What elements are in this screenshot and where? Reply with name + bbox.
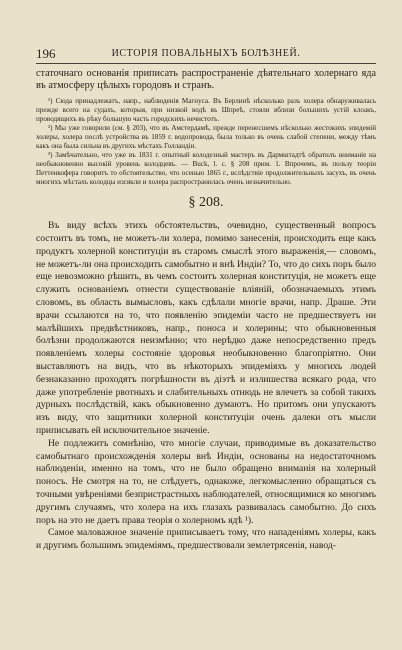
footnote: ¹) Сюда принадлежатъ, напр., наблюденія Магнуса. Въ Берлинѣ нѣсколько разъ холера обнаруживалась прежде всего на судахъ, которыя, при низкой водѣ въ Шпреѣ, стояли вблизи большихъ устій клоакъ, проводящихъ въ рѣку большую часть городскихъ нечистотъ. [36,97,376,124]
page-body [36,68,376,553]
running-title: ИСТОРІЯ ПОВАЛЬНЫХЪ БОЛѢЗНЕЙ. [111,48,301,59]
body-paragraph: Въ виду всѣхъ этихъ обстоятельствъ, очевидно, существенный вопросъ состоитъ въ томъ, не можетъ-ли холера, помимо занесенія, происходить еще какъ продуктъ холерной конституціи въ старомъ смыслѣ этого выраженія,— словомъ, не можетъ-ли она происходить самобытно и внѣ Индіи? То, что до сихъ поръ было еще невозможно рѣшить, въ чемъ состоитъ холерная конституція, не можетъ еще служить основаніемъ отнести существованіе вліяній, обозначаемыхъ этимъ словомъ, въ область вымысловъ, какъ сдѣлали многіе врачи, напр. Драше. Эти врачи ссылаются на то, что появленію эпидеміи часто не предшествуетъ ни малѣйшихъ предвѣстниковъ, напр., поноса и холерины; что обыкновенныя болѣзни продолжаются неизмѣнно; что нерѣдко даже непосредственно предъ появленіемъ холеры состояніе здоровья необыкновенно благопріятно. Они выставляютъ на видъ, что въ нѣкоторыхъ эпидеміяхъ у многихъ людей безнаказанно проходятъ погрѣшности въ діэтѣ и излишества всякаго рода, что даже употребленіе рвотныхъ и слабительныхъ отнюдь не влечетъ за собой такихъ дурныхъ послѣдствій, какъ обыкновенно думаютъ. Но притомъ они упускаютъ изъ виду, что защитники холерной конституціи очень далеки отъ мысли приписывать ей исключительное значеніе. [36,220,376,436]
footnote: ³) Замѣчательно, что уже въ 1831 г. опытный колодезный мастеръ въ Дармштадтѣ обратилъ вниманіе на необыкновенно высокій уровень колодцевъ. — Buсk, l. c. § 208 прим. 1. Впрочемъ, въ пользу теоріи Петтенкофера говоритъ то обстоятельство, что осенью 1865 г., вслѣдствіе продолжительныхъ засухъ, въ очень многихъ мѣстахъ колодцы изсякли и холера распространилась очень незначительно. [36,151,376,187]
continued-paragraph: статочнаго основанія приписать распространеніе дѣятельнаго холернаго яда въ атмосферу цѣлыхъ городовъ и странъ. [36,68,376,92]
page-number: 196 [36,46,56,61]
section-heading: § 208. [188,195,224,211]
footnote: ²) Мы уже говорили (см. § 203), что въ Амстердамѣ, прежде перенесшемъ нѣсколько жестокихъ эпидемій холеры, холера послѣ устройства въ 1859 г. водопровода, была только въ очень слабой степени, между тѣмъ какъ она была сильна въ другихъ мѣстахъ Голландіи. [36,124,376,151]
footnotes [36,97,376,187]
page-header [36,46,376,64]
body-paragraph: Не подлежитъ сомнѣнію, что многіе случаи, приводимые въ доказательство самобытнаго происхожденія холеры внѣ Индіи, основаны на недостаточномъ наблюденіи, именно на томъ, что не было обращено вниманія на холерный поносъ. Не смотря на то, не слѣдуетъ, однакоже, легкомысленно обращаться съ точными увѣреніями безпристрастныхъ наблюдателей, относящимися ко многимъ другимъ случаямъ, что холера на ихъ глазахъ развивалась самобытно. До сихъ поръ на это не даетъ права теорія о холерномъ ядѣ ¹). [36,437,376,526]
body-paragraph: Самое маловажное значеніе приписываетъ тому, что нападеніямъ холеры, какъ и другимъ большимъ эпидеміямъ, предшествовали землетрясенія, навод- [36,527,376,552]
